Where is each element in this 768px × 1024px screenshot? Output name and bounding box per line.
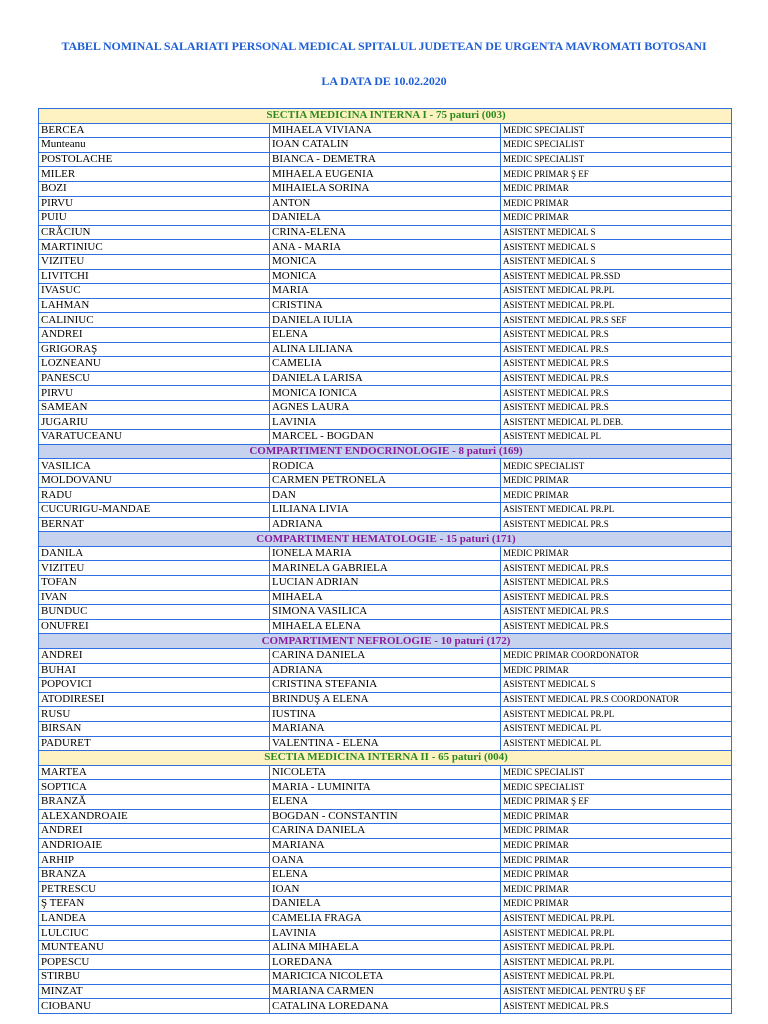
- last-name-cell: RADU: [39, 488, 270, 503]
- section-header-row: [39, 634, 732, 649]
- table-row: [39, 911, 732, 926]
- position-cell: MEDIC PRIMAR COORDONATOR: [501, 648, 732, 663]
- table-row: [39, 313, 732, 328]
- table-row: [39, 196, 732, 211]
- first-name-cell: DANIELA: [270, 897, 501, 912]
- last-name-cell: MARTINIUC: [39, 240, 270, 255]
- staff-table: [38, 108, 732, 1014]
- position-cell: MEDIC PRIMAR: [501, 824, 732, 839]
- first-name-cell: ELENA: [270, 867, 501, 882]
- table-row: [39, 794, 732, 809]
- position-cell: MEDIC PRIMAR: [501, 488, 732, 503]
- last-name-cell: PIRVU: [39, 196, 270, 211]
- position-cell: ASISTENT MEDICAL PR.PL: [501, 940, 732, 955]
- table-row: [39, 211, 732, 226]
- table-row: [39, 167, 732, 182]
- first-name-cell: MARIANA: [270, 838, 501, 853]
- last-name-cell: DANILA: [39, 546, 270, 561]
- position-cell: ASISTENT MEDICAL PR.PL: [501, 970, 732, 985]
- table-row: [39, 765, 732, 780]
- section-header-row: [39, 444, 732, 459]
- first-name-cell: NICOLETA: [270, 765, 501, 780]
- last-name-cell: VASILICA: [39, 459, 270, 474]
- position-cell: MEDIC PRIMAR: [501, 809, 732, 824]
- table-row: [39, 327, 732, 342]
- position-cell: ASISTENT MEDICAL PR.S: [501, 386, 732, 401]
- position-cell: ASISTENT MEDICAL PENTRU Ş EF: [501, 984, 732, 999]
- first-name-cell: ADRIANA: [270, 517, 501, 532]
- section-title: COMPARTIMENT HEMATOLOGIE - 15 paturi (171): [39, 532, 732, 547]
- position-cell: ASISTENT MEDICAL PR.S: [501, 561, 732, 576]
- last-name-cell: LANDEA: [39, 911, 270, 926]
- table-row: [39, 824, 732, 839]
- table-row: [39, 853, 732, 868]
- position-cell: MEDIC PRIMAR: [501, 473, 732, 488]
- last-name-cell: LULCIUC: [39, 926, 270, 941]
- last-name-cell: PIRVU: [39, 386, 270, 401]
- table-row: [39, 678, 732, 693]
- last-name-cell: LIVITCHI: [39, 269, 270, 284]
- document-date: LA DATA DE 10.02.2020: [321, 74, 447, 88]
- last-name-cell: POPOVICI: [39, 678, 270, 693]
- table-row: [39, 561, 732, 576]
- first-name-cell: ALINA LILIANA: [270, 342, 501, 357]
- position-cell: MEDIC SPECIALIST: [501, 780, 732, 795]
- position-cell: ASISTENT MEDICAL PR.S: [501, 590, 732, 605]
- last-name-cell: STIRBU: [39, 970, 270, 985]
- last-name-cell: ANDREI: [39, 824, 270, 839]
- last-name-cell: MUNTEANU: [39, 940, 270, 955]
- table-row: [39, 736, 732, 751]
- table-row: [39, 780, 732, 795]
- first-name-cell: IUSTINA: [270, 707, 501, 722]
- position-cell: ASISTENT MEDICAL PR.S: [501, 400, 732, 415]
- position-cell: ASISTENT MEDICAL PR.PL: [501, 298, 732, 313]
- last-name-cell: BERNAT: [39, 517, 270, 532]
- first-name-cell: CAMELIA: [270, 357, 501, 372]
- first-name-cell: MIHAELA VIVIANA: [270, 123, 501, 138]
- position-cell: ASISTENT MEDICAL S: [501, 225, 732, 240]
- position-cell: ASISTENT MEDICAL PR.S: [501, 327, 732, 342]
- table-row: [39, 605, 732, 620]
- last-name-cell: BUHAI: [39, 663, 270, 678]
- position-cell: ASISTENT MEDICAL PR.S: [501, 619, 732, 634]
- last-name-cell: Ş TEFAN: [39, 897, 270, 912]
- table-row: [39, 473, 732, 488]
- table-row: [39, 503, 732, 518]
- first-name-cell: CRISTINA: [270, 298, 501, 313]
- first-name-cell: MIHAELA EUGENIA: [270, 167, 501, 182]
- first-name-cell: ELENA: [270, 794, 501, 809]
- last-name-cell: LAHMAN: [39, 298, 270, 313]
- position-cell: ASISTENT MEDICAL PR.S: [501, 342, 732, 357]
- last-name-cell: BUNDUC: [39, 605, 270, 620]
- first-name-cell: MARICICA NICOLETA: [270, 970, 501, 985]
- first-name-cell: LUCIAN ADRIAN: [270, 576, 501, 591]
- position-cell: MEDIC PRIMAR: [501, 897, 732, 912]
- last-name-cell: MARTEA: [39, 765, 270, 780]
- last-name-cell: TOFAN: [39, 576, 270, 591]
- table-row: [39, 590, 732, 605]
- position-cell: ASISTENT MEDICAL PR.S: [501, 576, 732, 591]
- last-name-cell: IVAN: [39, 590, 270, 605]
- first-name-cell: DANIELA IULIA: [270, 313, 501, 328]
- last-name-cell: CALINIUC: [39, 313, 270, 328]
- table-row: [39, 430, 732, 445]
- first-name-cell: AGNES LAURA: [270, 400, 501, 415]
- position-cell: MEDIC SPECIALIST: [501, 152, 732, 167]
- table-row: [39, 867, 732, 882]
- last-name-cell: BRANZĂ: [39, 794, 270, 809]
- last-name-cell: BIRSAN: [39, 721, 270, 736]
- position-cell: ASISTENT MEDICAL PR.PL: [501, 926, 732, 941]
- last-name-cell: ATODIRESEI: [39, 692, 270, 707]
- first-name-cell: CRISTINA STEFANIA: [270, 678, 501, 693]
- last-name-cell: MOLDOVANU: [39, 473, 270, 488]
- table-row: [39, 488, 732, 503]
- table-row: [39, 298, 732, 313]
- section-title: COMPARTIMENT ENDOCRINOLOGIE - 8 paturi (169): [39, 444, 732, 459]
- first-name-cell: CARINA DANIELA: [270, 648, 501, 663]
- first-name-cell: MIHAIELA SORINA: [270, 181, 501, 196]
- position-cell: ASISTENT MEDICAL PL: [501, 430, 732, 445]
- position-cell: MEDIC PRIMAR: [501, 196, 732, 211]
- last-name-cell: ONUFREI: [39, 619, 270, 634]
- table-row: [39, 721, 732, 736]
- first-name-cell: VALENTINA - ELENA: [270, 736, 501, 751]
- last-name-cell: BOZI: [39, 181, 270, 196]
- position-cell: ASISTENT MEDICAL PL: [501, 736, 732, 751]
- first-name-cell: ALINA MIHAELA: [270, 940, 501, 955]
- first-name-cell: IONELA MARIA: [270, 546, 501, 561]
- position-cell: MEDIC PRIMAR: [501, 853, 732, 868]
- position-cell: ASISTENT MEDICAL PR.S SEF: [501, 313, 732, 328]
- first-name-cell: LAVINIA: [270, 415, 501, 430]
- first-name-cell: MARCEL - BOGDAN: [270, 430, 501, 445]
- table-row: [39, 254, 732, 269]
- table-row: [39, 926, 732, 941]
- position-cell: ASISTENT MEDICAL PR.PL: [501, 284, 732, 299]
- table-row: [39, 940, 732, 955]
- table-row: [39, 181, 732, 196]
- last-name-cell: IVASUC: [39, 284, 270, 299]
- table-row: [39, 970, 732, 985]
- staff-table-body: [39, 109, 732, 1014]
- first-name-cell: RODICA: [270, 459, 501, 474]
- last-name-cell: JUGARIU: [39, 415, 270, 430]
- last-name-cell: RUSU: [39, 707, 270, 722]
- position-cell: ASISTENT MEDICAL PR.S: [501, 357, 732, 372]
- section-title: SECTIA MEDICINA INTERNA I - 75 paturi (003): [39, 109, 732, 124]
- first-name-cell: SIMONA VASILICA: [270, 605, 501, 620]
- first-name-cell: CARINA DANIELA: [270, 824, 501, 839]
- position-cell: MEDIC PRIMAR: [501, 867, 732, 882]
- table-row: [39, 415, 732, 430]
- position-cell: MEDIC PRIMAR: [501, 211, 732, 226]
- last-name-cell: VIZITEU: [39, 254, 270, 269]
- table-row: [39, 517, 732, 532]
- table-row: [39, 692, 732, 707]
- last-name-cell: PANESCU: [39, 371, 270, 386]
- last-name-cell: ANDREI: [39, 648, 270, 663]
- first-name-cell: IOAN: [270, 882, 501, 897]
- position-cell: ASISTENT MEDICAL PR.S: [501, 999, 732, 1014]
- last-name-cell: ARHIP: [39, 853, 270, 868]
- last-name-cell: LOZNEANU: [39, 357, 270, 372]
- position-cell: ASISTENT MEDICAL PR.S COORDONATOR: [501, 692, 732, 707]
- first-name-cell: MONICA IONICA: [270, 386, 501, 401]
- position-cell: MEDIC SPECIALIST: [501, 459, 732, 474]
- first-name-cell: MIHAELA ELENA: [270, 619, 501, 634]
- table-row: [39, 225, 732, 240]
- last-name-cell: PETRESCU: [39, 882, 270, 897]
- first-name-cell: CARMEN PETRONELA: [270, 473, 501, 488]
- first-name-cell: ADRIANA: [270, 663, 501, 678]
- table-row: [39, 882, 732, 897]
- position-cell: ASISTENT MEDICAL PR.SSD: [501, 269, 732, 284]
- last-name-cell: Munteanu: [39, 138, 270, 153]
- last-name-cell: SOPTICA: [39, 780, 270, 795]
- position-cell: ASISTENT MEDICAL S: [501, 678, 732, 693]
- position-cell: MEDIC SPECIALIST: [501, 765, 732, 780]
- table-row: [39, 999, 732, 1014]
- position-cell: MEDIC PRIMAR: [501, 546, 732, 561]
- table-row: [39, 648, 732, 663]
- section-header-row: [39, 751, 732, 766]
- last-name-cell: ANDRIOAIE: [39, 838, 270, 853]
- table-row: [39, 838, 732, 853]
- last-name-cell: ALEXANDROAIE: [39, 809, 270, 824]
- table-row: [39, 371, 732, 386]
- table-row: [39, 663, 732, 678]
- table-row: [39, 546, 732, 561]
- first-name-cell: CRINA-ELENA: [270, 225, 501, 240]
- position-cell: MEDIC PRIMAR Ş EF: [501, 794, 732, 809]
- position-cell: ASISTENT MEDICAL S: [501, 254, 732, 269]
- first-name-cell: CAMELIA FRAGA: [270, 911, 501, 926]
- first-name-cell: LOREDANA: [270, 955, 501, 970]
- position-cell: ASISTENT MEDICAL PR.PL: [501, 503, 732, 518]
- first-name-cell: DAN: [270, 488, 501, 503]
- table-row: [39, 284, 732, 299]
- section-title: COMPARTIMENT NEFROLOGIE - 10 paturi (172): [39, 634, 732, 649]
- position-cell: ASISTENT MEDICAL PR.S: [501, 371, 732, 386]
- last-name-cell: POSTOLACHE: [39, 152, 270, 167]
- table-row: [39, 809, 732, 824]
- table-row: [39, 269, 732, 284]
- table-row: [39, 342, 732, 357]
- first-name-cell: MARIA - LUMINITA: [270, 780, 501, 795]
- position-cell: MEDIC PRIMAR: [501, 663, 732, 678]
- last-name-cell: GRIGORAŞ: [39, 342, 270, 357]
- first-name-cell: MONICA: [270, 269, 501, 284]
- section-header-row: [39, 109, 732, 124]
- table-row: [39, 984, 732, 999]
- last-name-cell: PUIU: [39, 211, 270, 226]
- position-cell: ASISTENT MEDICAL PR.S: [501, 605, 732, 620]
- first-name-cell: MIHAELA: [270, 590, 501, 605]
- last-name-cell: POPESCU: [39, 955, 270, 970]
- position-cell: MEDIC PRIMAR: [501, 181, 732, 196]
- first-name-cell: MARIA: [270, 284, 501, 299]
- table-row: [39, 240, 732, 255]
- table-row: [39, 576, 732, 591]
- document-title: TABEL NOMINAL SALARIATI PERSONAL MEDICAL SPITALUL JUDETEAN DE URGENTA MAVROMATI BOTOSANI: [61, 39, 707, 53]
- last-name-cell: BERCEA: [39, 123, 270, 138]
- last-name-cell: VARATUCEANU: [39, 430, 270, 445]
- first-name-cell: MARIANA CARMEN: [270, 984, 501, 999]
- first-name-cell: ELENA: [270, 327, 501, 342]
- section-title: SECTIA MEDICINA INTERNA II - 65 paturi (004): [39, 751, 732, 766]
- table-row: [39, 123, 732, 138]
- position-cell: ASISTENT MEDICAL PL DEB.: [501, 415, 732, 430]
- position-cell: MEDIC SPECIALIST: [501, 138, 732, 153]
- first-name-cell: BRINDUŞ A ELENA: [270, 692, 501, 707]
- table-row: [39, 459, 732, 474]
- position-cell: ASISTENT MEDICAL PR.PL: [501, 911, 732, 926]
- position-cell: MEDIC PRIMAR: [501, 882, 732, 897]
- first-name-cell: ANA - MARIA: [270, 240, 501, 255]
- first-name-cell: LAVINIA: [270, 926, 501, 941]
- first-name-cell: DANIELA LARISA: [270, 371, 501, 386]
- last-name-cell: PADURET: [39, 736, 270, 751]
- section-header-row: [39, 532, 732, 547]
- table-row: [39, 152, 732, 167]
- last-name-cell: VIZITEU: [39, 561, 270, 576]
- first-name-cell: BOGDAN - CONSTANTIN: [270, 809, 501, 824]
- table-row: [39, 357, 732, 372]
- last-name-cell: CUCURIGU-MANDAE: [39, 503, 270, 518]
- first-name-cell: LILIANA LIVIA: [270, 503, 501, 518]
- first-name-cell: MARINELA GABRIELA: [270, 561, 501, 576]
- table-row: [39, 400, 732, 415]
- position-cell: MEDIC PRIMAR Ş EF: [501, 167, 732, 182]
- first-name-cell: OANA: [270, 853, 501, 868]
- position-cell: ASISTENT MEDICAL PR.PL: [501, 707, 732, 722]
- position-cell: ASISTENT MEDICAL PL: [501, 721, 732, 736]
- table-row: [39, 138, 732, 153]
- last-name-cell: SAMEAN: [39, 400, 270, 415]
- first-name-cell: MONICA: [270, 254, 501, 269]
- first-name-cell: BIANCA - DEMETRA: [270, 152, 501, 167]
- first-name-cell: DANIELA: [270, 211, 501, 226]
- position-cell: ASISTENT MEDICAL S: [501, 240, 732, 255]
- first-name-cell: MARIANA: [270, 721, 501, 736]
- table-row: [39, 955, 732, 970]
- last-name-cell: ANDREI: [39, 327, 270, 342]
- table-row: [39, 386, 732, 401]
- position-cell: ASISTENT MEDICAL PR.S: [501, 517, 732, 532]
- first-name-cell: CATALINA LOREDANA: [270, 999, 501, 1014]
- table-row: [39, 619, 732, 634]
- last-name-cell: CIOBANU: [39, 999, 270, 1014]
- last-name-cell: MINZAT: [39, 984, 270, 999]
- last-name-cell: CRĂCIUN: [39, 225, 270, 240]
- position-cell: ASISTENT MEDICAL PR.PL: [501, 955, 732, 970]
- last-name-cell: BRANZA: [39, 867, 270, 882]
- position-cell: MEDIC PRIMAR: [501, 838, 732, 853]
- table-row: [39, 897, 732, 912]
- first-name-cell: IOAN CATALIN: [270, 138, 501, 153]
- last-name-cell: MILER: [39, 167, 270, 182]
- position-cell: MEDIC SPECIALIST: [501, 123, 732, 138]
- table-row: [39, 707, 732, 722]
- first-name-cell: ANTON: [270, 196, 501, 211]
